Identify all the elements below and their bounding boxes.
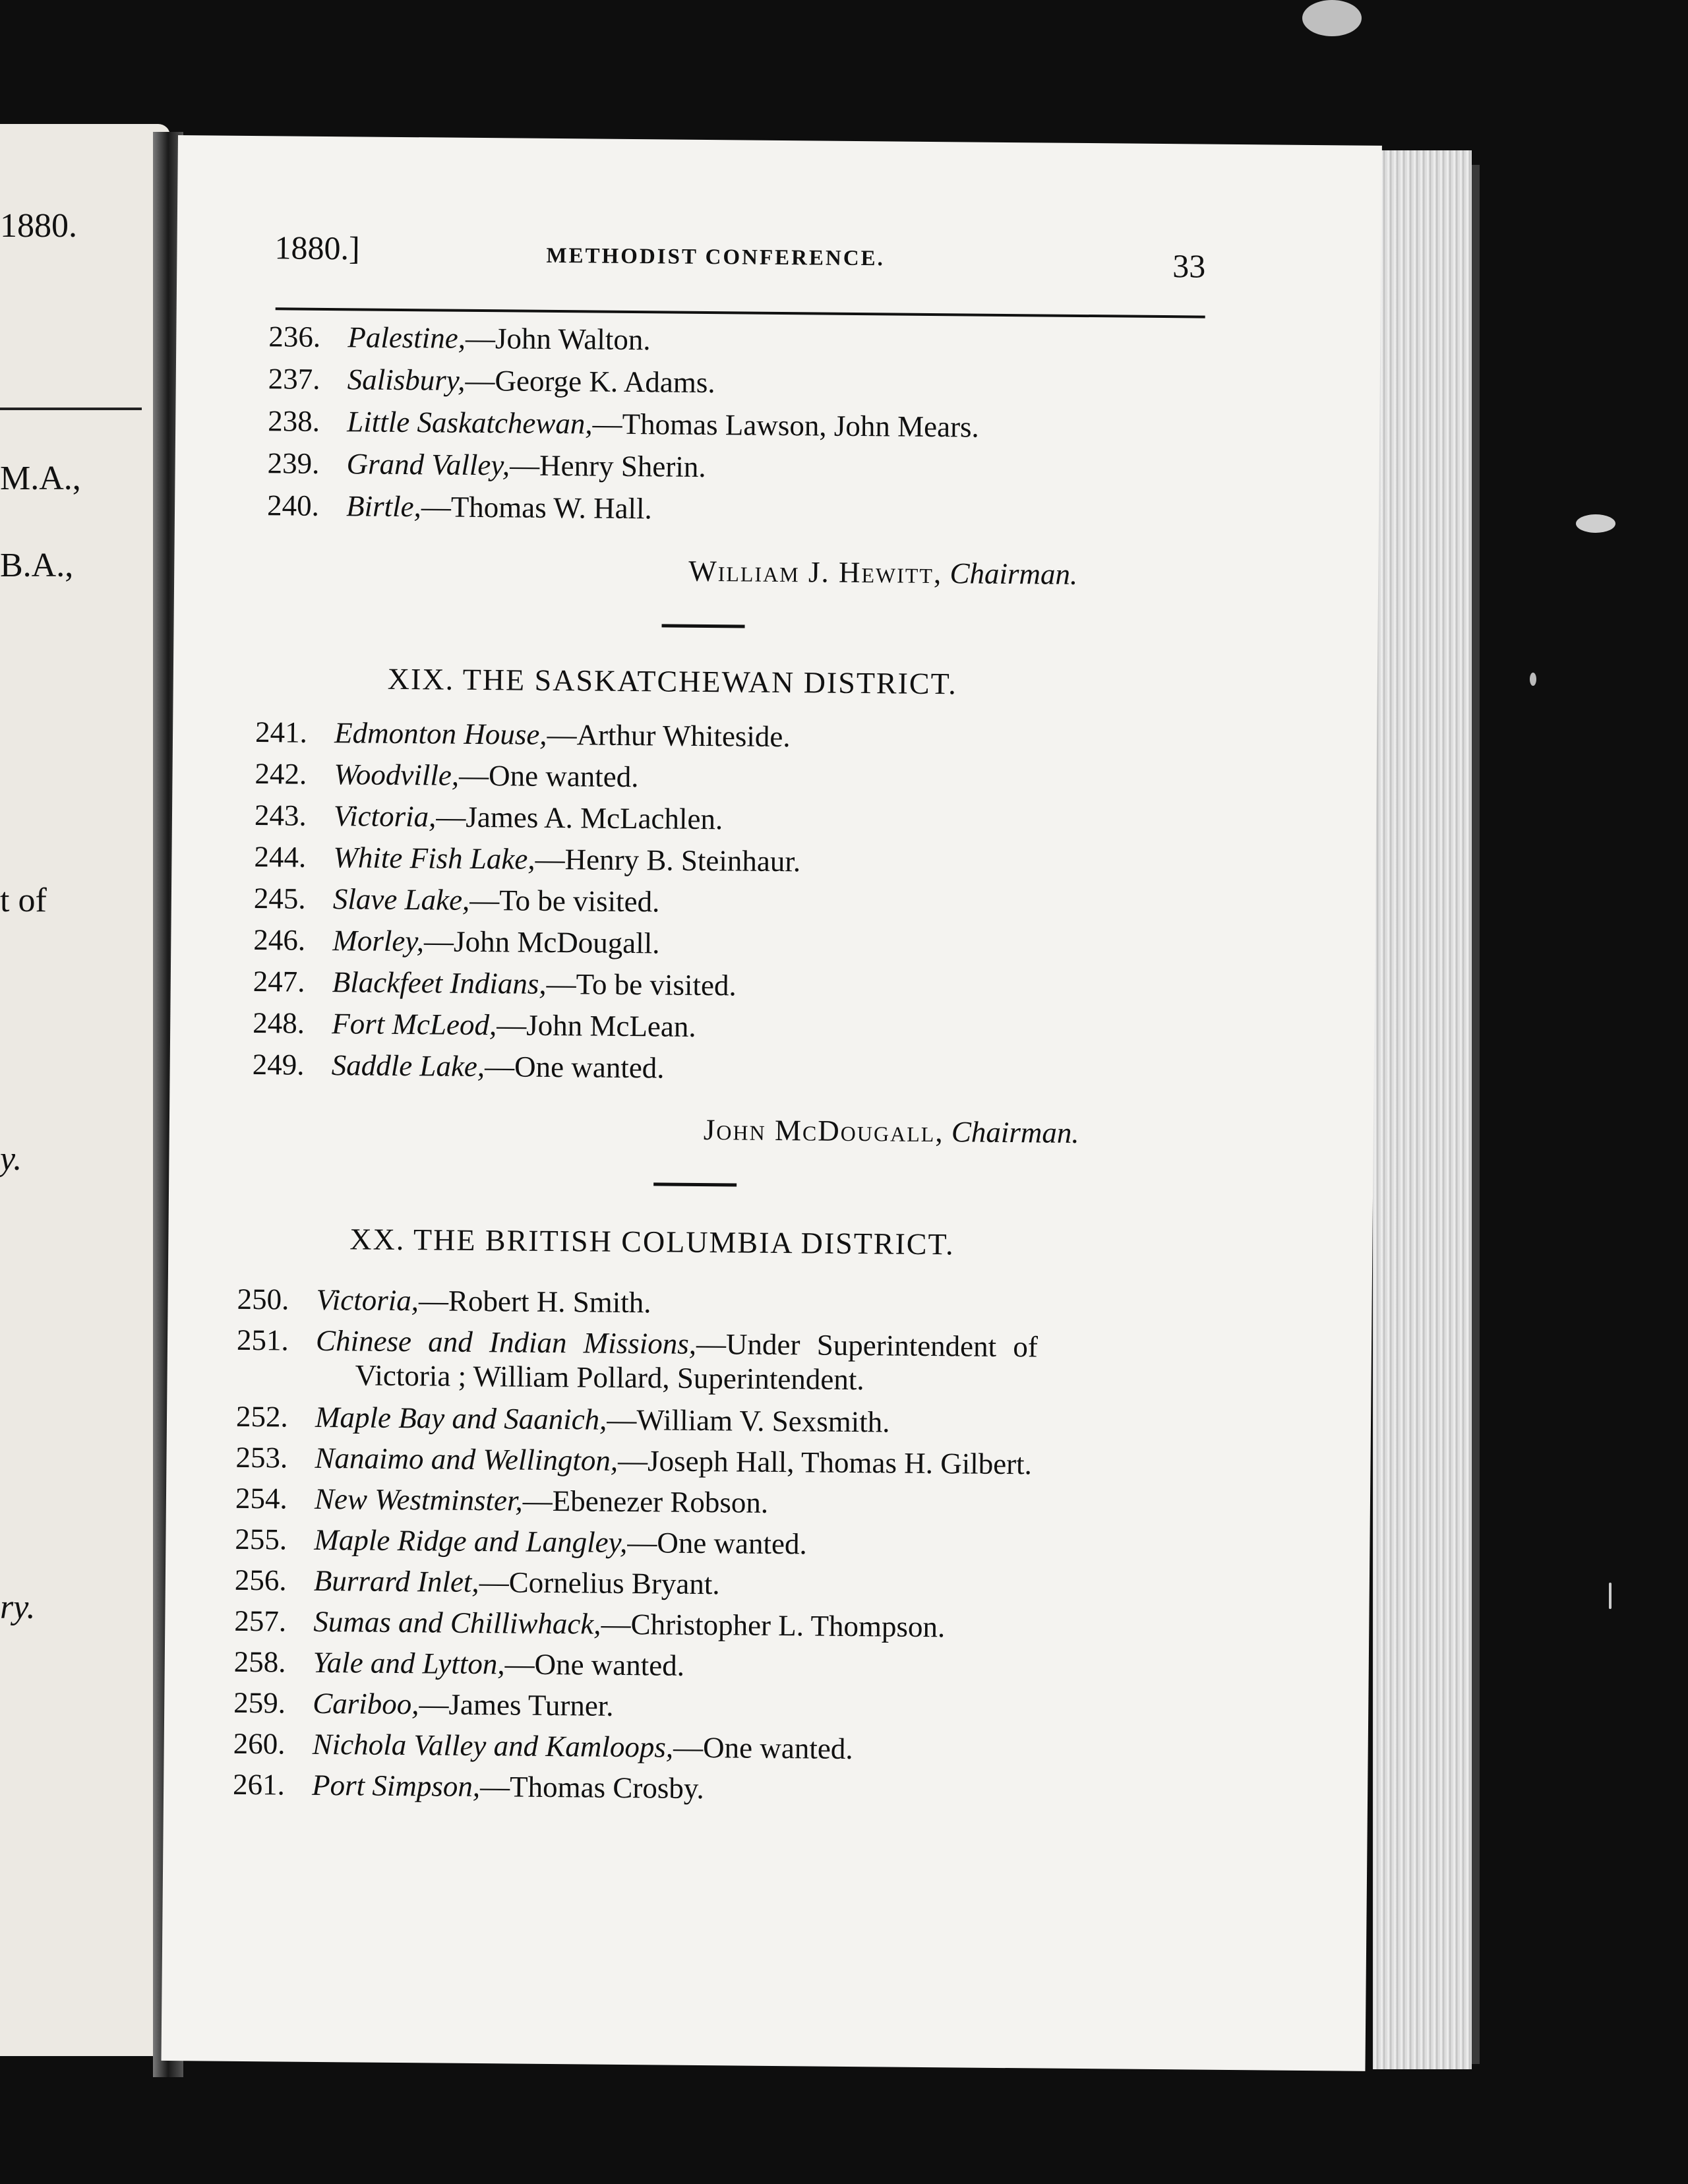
- previous-page: [0, 124, 170, 2056]
- entry-place: Woodville,: [334, 758, 460, 792]
- entry-place: Sumas and Chilliwhack,: [313, 1604, 601, 1641]
- entry-text: —Joseph Hall, Thomas H. Gilbert.: [617, 1443, 1033, 1481]
- page-number: 33: [1172, 247, 1206, 285]
- entry-text: —John McLean.: [496, 1008, 696, 1043]
- list-item: [267, 446, 706, 484]
- entry-place: Nichola Valley and Kamloops,: [312, 1727, 674, 1764]
- entry-number: 253.: [235, 1440, 288, 1474]
- entry-number: 261.: [232, 1767, 286, 1802]
- entry-place: Cariboo,: [313, 1686, 419, 1721]
- entry-text: —Under Superintendent of: [696, 1327, 1039, 1364]
- left-page-fragment: y.: [0, 1140, 22, 1178]
- entry-place: Saddle Lake,: [331, 1048, 485, 1083]
- entry-place: Grand Valley,: [346, 447, 510, 482]
- list-item: [268, 361, 715, 400]
- list-item: [255, 756, 638, 794]
- list-item: [235, 1522, 807, 1562]
- entry-number: 247.: [253, 965, 305, 998]
- entry-number: 254.: [235, 1481, 287, 1515]
- list-item: [235, 1563, 720, 1601]
- entry-text: —James A. McLachlen.: [436, 800, 723, 836]
- entry-number: 258.: [233, 1645, 286, 1679]
- entry-place: Little Saskatchewan,: [347, 405, 593, 440]
- entry-place: Fort McLeod,: [332, 1007, 497, 1042]
- entry-number: 238.: [268, 404, 320, 438]
- list-item: [255, 715, 791, 754]
- entry-place: Yale and Lytton,: [313, 1645, 505, 1681]
- entry-text: —Cornelius Bryant.: [479, 1565, 720, 1601]
- entry-place: Victoria,: [333, 799, 437, 834]
- section-separator: [653, 1182, 737, 1186]
- entry-text: Victoria ; William Pollard, Superintendent.: [355, 1358, 864, 1397]
- list-item: [253, 923, 660, 960]
- entry-text: —Thomas Crosby.: [479, 1770, 704, 1805]
- entry-number: 256.: [234, 1563, 287, 1597]
- list-item: [255, 798, 723, 836]
- entry-text: —John Walton.: [465, 321, 651, 357]
- entry-place: Blackfeet Indians,: [332, 965, 547, 1000]
- entry-text: —James Turner.: [419, 1687, 614, 1722]
- entry-text: —To be visited.: [546, 967, 737, 1002]
- entry-text: —Robert H. Smith.: [418, 1284, 651, 1320]
- list-item: [253, 1006, 696, 1044]
- entry-text: —One wanted.: [458, 758, 639, 794]
- left-page-rule: [0, 408, 142, 410]
- entry-text: —To be visited.: [469, 883, 660, 919]
- entry-number: 255.: [235, 1522, 287, 1556]
- entry-text: —Henry B. Steinhaur.: [535, 842, 801, 878]
- book-page: [162, 135, 1382, 2071]
- entry-place: Morley,: [332, 924, 425, 958]
- page-edges: [1373, 150, 1472, 2069]
- dust-speck: [1530, 673, 1536, 686]
- list-item: [267, 488, 652, 526]
- district-heading: XIX. THE SASKATCHEWAN DISTRICT.: [387, 661, 958, 701]
- list-item: [252, 1047, 664, 1085]
- entry-text: —Christopher L. Thompson.: [601, 1607, 946, 1644]
- entry-number: 240.: [266, 489, 320, 522]
- page-edge-shadow: [1472, 165, 1480, 2064]
- list-item: [253, 964, 737, 1002]
- entry-number: 259.: [233, 1685, 286, 1720]
- chairman-signature: [688, 554, 1077, 592]
- entry-number: [233, 1835, 312, 1836]
- entry-number: 246.: [253, 923, 306, 957]
- dust-speck: [1302, 0, 1362, 36]
- entry-text: —Thomas W. Hall.: [421, 490, 653, 526]
- list-item: [236, 1399, 890, 1440]
- entry-text: —Henry Sherin.: [509, 448, 706, 484]
- entry-text: —Ebenezer Robson.: [522, 1484, 769, 1519]
- chairman-name: William J. Hewitt,: [688, 554, 943, 590]
- list-item: [234, 1604, 945, 1644]
- dust-speck: [1576, 514, 1615, 533]
- entry-place: New Westminster,: [314, 1482, 524, 1517]
- left-page-year: 1880.: [0, 207, 77, 245]
- list-item: [268, 319, 651, 357]
- entry-place: Victoria,: [316, 1283, 419, 1318]
- entry-text: —One wanted.: [627, 1526, 807, 1561]
- list-item: [234, 1645, 685, 1683]
- chairman-signature: [704, 1112, 1079, 1150]
- entry-text: —One wanted.: [504, 1647, 685, 1682]
- list-item: [235, 1440, 1032, 1482]
- entry-text: —One wanted.: [484, 1050, 665, 1085]
- entry-place: Chinese and Indian Missions,: [315, 1323, 697, 1360]
- entry-number: 244.: [254, 840, 307, 874]
- entry-number: 257.: [234, 1604, 287, 1638]
- entry-number: 237.: [268, 362, 320, 396]
- district-heading: XX. THE BRITISH COLUMBIA DISTRICT.: [349, 1222, 955, 1261]
- entry-place: Nanaimo and Wellington,: [315, 1441, 618, 1477]
- entry-place: Edmonton House,: [334, 716, 547, 751]
- entry-place: Slave Lake,: [332, 882, 470, 917]
- entry-place: Port Simpson,: [311, 1768, 481, 1804]
- left-page-fragment: B.A.,: [0, 547, 74, 584]
- entry-number: 245.: [253, 882, 306, 915]
- list-item: [233, 1685, 614, 1723]
- entry-place: Maple Bay and Saanich,: [315, 1400, 607, 1436]
- entry-text: —One wanted.: [673, 1730, 853, 1766]
- entry-number: 260.: [233, 1726, 286, 1761]
- list-item: [237, 1282, 651, 1320]
- entry-number: 239.: [267, 446, 320, 480]
- entry-number: 242.: [255, 757, 307, 791]
- entry-number: 251.: [236, 1323, 289, 1357]
- entry-number: 243.: [254, 799, 307, 832]
- entry-text: —William V. Sexsmith.: [607, 1403, 890, 1439]
- entry-number: 250.: [237, 1282, 289, 1316]
- header-rule: [276, 307, 1205, 318]
- entry-number: 236.: [268, 320, 321, 353]
- list-item-continuation: [236, 1357, 864, 1397]
- entry-place: Palestine,: [347, 320, 466, 355]
- entry-text: —John McDougall.: [423, 925, 660, 960]
- chairman-name: John McDougall,: [703, 1113, 944, 1149]
- entry-place: Burrard Inlet,: [313, 1563, 479, 1599]
- list-item: [233, 1767, 704, 1805]
- list-item: [254, 881, 660, 919]
- entry-number: 252.: [235, 1399, 289, 1434]
- section-separator: [662, 624, 745, 628]
- entry-text: —Thomas Lawson, John Mears.: [592, 407, 980, 444]
- list-item: [233, 1726, 853, 1766]
- list-item: [232, 1808, 311, 1843]
- list-item: [268, 404, 979, 444]
- entry-number: 248.: [253, 1006, 305, 1040]
- left-page-fragment: t of: [0, 882, 47, 919]
- running-head-title: METHODIST CONFERENCE.: [546, 243, 886, 271]
- entry-number: 249.: [252, 1048, 305, 1081]
- running-head-year: 1880.]: [274, 229, 360, 267]
- entry-place: Maple Ridge and Langley,: [314, 1523, 628, 1560]
- entry-place: Birtle,: [346, 489, 422, 524]
- entry-text: —George K. Adams.: [465, 363, 715, 400]
- list-item: [254, 839, 800, 878]
- left-page-fragment: ry.: [0, 1589, 36, 1626]
- dust-speck: [1609, 1583, 1612, 1609]
- entry-number: 241.: [255, 715, 308, 749]
- entry-place: White Fish Lake,: [333, 841, 535, 876]
- chairman-role: Chairman.: [950, 557, 1078, 591]
- list-item: [235, 1481, 769, 1520]
- entry-text: —Arthur Whiteside.: [547, 717, 791, 754]
- running-head: [177, 228, 1364, 284]
- left-page-fragment: M.A.,: [0, 460, 81, 497]
- entry-place: Salisbury,: [347, 363, 466, 397]
- chairman-role: Chairman.: [951, 1115, 1079, 1149]
